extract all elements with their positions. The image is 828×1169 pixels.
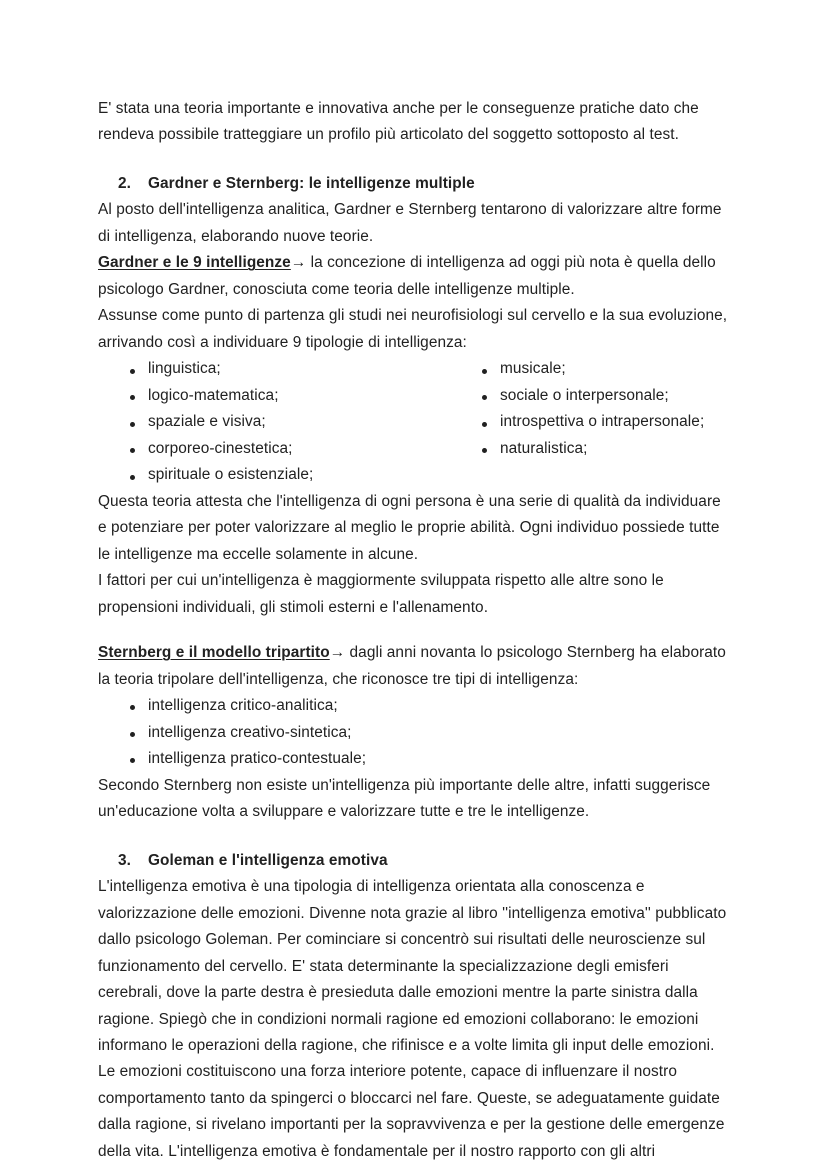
- section-heading-2: [98, 171, 728, 197]
- list-item-label: linguistica;: [148, 360, 221, 378]
- section-title-2: Gardner e Sternberg: le intelligenze multiple: [148, 174, 475, 192]
- section-spacer: [98, 149, 728, 171]
- nine-intelligences-list: [98, 356, 728, 488]
- arrow-icon: →: [329, 644, 346, 662]
- section-number-2: 2.: [118, 174, 131, 192]
- list-item-label: intelligenza creativo-sintetica;: [148, 723, 352, 741]
- list-item-label: naturalistica;: [500, 439, 588, 457]
- gardner-term: Gardner e le 9 intelligenze: [98, 254, 291, 272]
- sternberg-list: [98, 693, 728, 772]
- sternberg-after-list-paragraph: Secondo Sternberg non esiste un'intelligenza più importante delle altre, infatti suggerisce un'educazione volta a sviluppare e valorizzare tutte e tre le intelligenze.: [98, 776, 711, 821]
- list-item-label: introspettiva o intrapersonale;: [500, 413, 705, 431]
- section-2-intro: Al posto dell'intelligenza analitica, Gardner e Sternberg tentarono di valorizzare altre forme di intelligenza, elaborando nuove teorie.: [98, 201, 722, 245]
- intro-paragraph: E' stata una teoria importante e innovativa anche per le conseguenze pratiche dato che rendeva possibile tratteggiare un profilo più articolato del soggetto sottoposto al test.: [98, 100, 699, 144]
- list-item: [98, 720, 728, 746]
- list-item: [468, 383, 728, 409]
- list-item-label: logico-matematica;: [148, 386, 279, 404]
- section-heading-3: [98, 848, 728, 874]
- list-item: [98, 383, 468, 409]
- sternberg-lead-text: dagli anni novanta lo psicologo Sternberg ha elaborato la teoria tripolare dell'intelligenza, che riconosce tre tipi di intelligenza:: [98, 644, 726, 688]
- list-item: [468, 409, 728, 435]
- list-item-label: spirituale o esistenziale;: [148, 466, 314, 484]
- section-spacer: [98, 826, 728, 848]
- gardner-lead-paragraph: [98, 250, 728, 303]
- gardner-premise: Assunse come punto di partenza gli studi nei neurofisiologi sul cervello e la sua evoluzione, arrivando così a individuare 9 tipologie di intelligenza:: [98, 307, 728, 351]
- section-title-3: Goleman e l'intelligenza emotiva: [148, 851, 388, 869]
- gardner-lead-text: la concezione di intelligenza ad oggi più nota è quella dello psicologo Gardner, conosciuta come teoria delle intelligenze multiple.: [98, 254, 716, 298]
- list-item-label: sociale o interpersonale;: [500, 386, 669, 404]
- list-item: [98, 356, 468, 382]
- list-item: [98, 693, 728, 719]
- section-number-3: 3.: [118, 851, 131, 869]
- list-item: [98, 436, 468, 462]
- list-item: [98, 746, 728, 772]
- gardner-after-list-paragraph-2: I fattori per cui un'intelligenza è maggiormente sviluppata rispetto alle altre sono le propensioni individuali, gli stimoli esterni e l'allenamento.: [98, 572, 664, 616]
- bullet-list-right: [468, 356, 728, 462]
- gardner-after-list-paragraph-1: Questa teoria attesta che l'intelligenza di ogni persona è una serie di qualità da individuare e potenziare per poter valorizzare al meglio le proprie abilità. Ogni individuo possiede tutte le intelligenze ma eccelle solamente in alcune.: [98, 492, 721, 563]
- nine-intelligences-column-left: [98, 356, 468, 488]
- bullet-list-left: [98, 356, 468, 488]
- sternberg-lead-paragraph: [98, 640, 728, 693]
- paragraph-spacer: [98, 621, 728, 640]
- list-item: [98, 462, 468, 488]
- goleman-paragraph-2: Le emozioni costituiscono una forza interiore potente, capace di influenzare il nostro comportamento tanto da spingerci o bloccarci nel fare. Queste, se adeguatamente guidate dalla ragione, si rivelano importanti per la sopravvivenza e per la gestione delle emergenze della vita. L'intelligenza emotiva è fondamentale per il nostro rapporto con gli altri: [98, 1063, 725, 1160]
- list-item-label: corporeo-cinestetica;: [148, 439, 293, 457]
- arrow-icon: →: [290, 254, 307, 272]
- list-item-label: intelligenza pratico-contestuale;: [148, 750, 367, 768]
- goleman-paragraph-1: L'intelligenza emotiva è una tipologia di intelligenza orientata alla conoscenza e valorizzazione delle emozioni. Divenne nota grazie al libro ''intelligenza emotiva'' pubblicato dallo psicologo Goleman. Per cominciare si concentrò sui risultati delle neuroscienze sul funzionamento del cervello. E' stata determinante la specializzazione degli emisferi cerebrali, dove la parte destra è presieduta dalle emozioni mentre la parte sinistra dalla ragione. Spiegò che in condizioni normali ragione ed emozioni collaborano: le emozioni informano le operazioni della ragione, che rifinisce e a volte limita gli input delle emozioni.: [98, 878, 727, 1054]
- list-item-label: spaziale e visiva;: [148, 413, 266, 431]
- nine-intelligences-column-right: [468, 356, 728, 488]
- list-item: [468, 356, 728, 382]
- list-item-label: intelligenza critico-analitica;: [148, 697, 338, 715]
- list-item-label: musicale;: [500, 360, 566, 378]
- sternberg-term: Sternberg e il modello tripartito: [98, 644, 330, 662]
- list-item: [98, 409, 468, 435]
- document-body: [98, 96, 728, 1165]
- list-item: [468, 436, 728, 462]
